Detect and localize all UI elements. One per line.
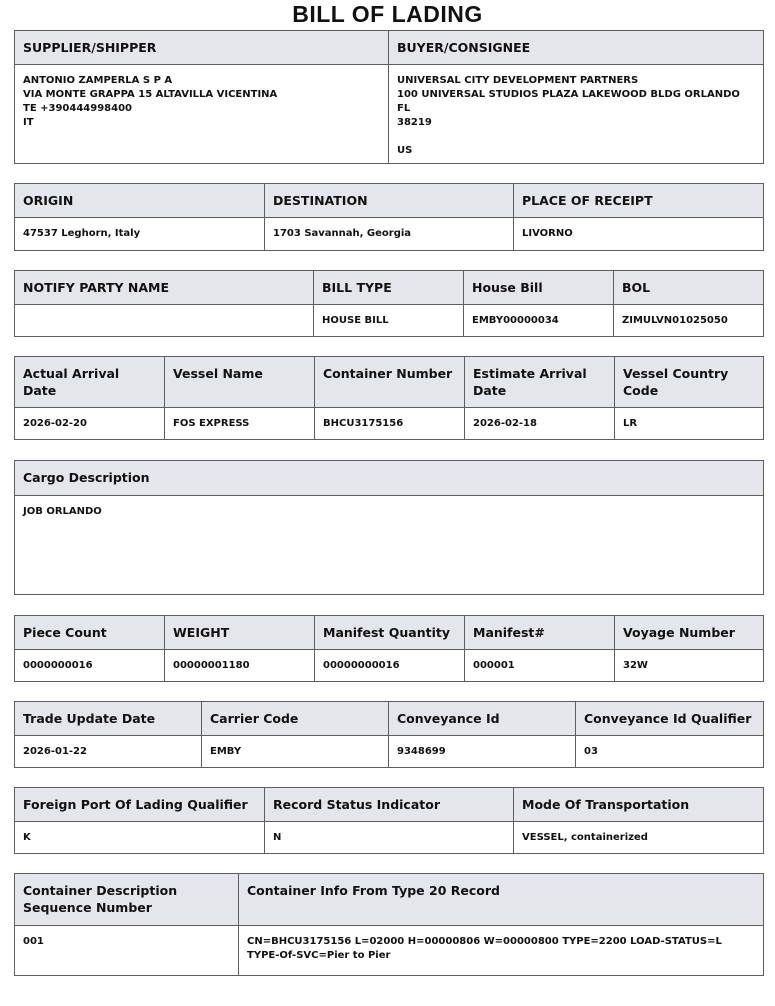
voyage-number-header: Voyage Number [615, 616, 764, 650]
record-status-indicator-value: N [265, 822, 514, 854]
origin-header: ORIGIN [15, 184, 265, 218]
weight-header: WEIGHT [165, 616, 315, 650]
mode-of-transportation-header: Mode Of Transportation [514, 788, 764, 822]
container-sequence-header: Container Description Sequence Number [15, 874, 239, 926]
piece-count-value: 0000000016 [15, 650, 165, 682]
transport-table [14, 787, 764, 854]
document-title: BILL OF LADING [292, 1, 483, 27]
bill-type-value: HOUSE BILL [314, 305, 464, 337]
quantity-table [14, 615, 764, 682]
buyer-line [397, 130, 755, 144]
supplier-address [15, 65, 389, 164]
place-of-receipt-value: LIVORNO [514, 218, 764, 251]
destination-value: 1703 Savannah, Georgia [265, 218, 514, 251]
container-sequence-value: 001 [15, 926, 239, 976]
weight-value: 00000001180 [165, 650, 315, 682]
foreign-port-qualifier-value: K [15, 822, 265, 854]
buyer-header: BUYER/CONSIGNEE [389, 31, 764, 65]
record-status-indicator-header: Record Status Indicator [265, 788, 514, 822]
route-table [14, 183, 764, 251]
vessel-name-value: FOS EXPRESS [165, 408, 315, 440]
buyer-line: US [397, 145, 413, 156]
manifest-number-value: 000001 [465, 650, 615, 682]
supplier-header: SUPPLIER/SHIPPER [15, 31, 389, 65]
manifest-quantity-value: 00000000016 [315, 650, 465, 682]
manifest-quantity-header: Manifest Quantity [315, 616, 465, 650]
supplier-line: VIA MONTE GRAPPA 15 ALTAVILLA VICENTINA [23, 89, 278, 100]
conveyance-id-header: Conveyance Id [389, 702, 576, 736]
voyage-number-value: 32W [615, 650, 764, 682]
container-info-header: Container Info From Type 20 Record [239, 874, 764, 926]
destination-header: DESTINATION [265, 184, 514, 218]
piece-count-header: Piece Count [15, 616, 165, 650]
actual-arrival-date-header: Actual Arrival Date [15, 357, 165, 408]
manifest-number-header: Manifest# [465, 616, 615, 650]
origin-value: 47537 Leghorn, Italy [15, 218, 265, 251]
supplier-line: TE +390444998400 [23, 103, 133, 114]
mode-of-transportation-value: VESSEL, containerized [514, 822, 764, 854]
cargo-description-header: Cargo Description [15, 461, 764, 496]
vessel-table [14, 356, 764, 440]
place-of-receipt-header: PLACE OF RECEIPT [514, 184, 764, 218]
cargo-table [14, 460, 764, 595]
cargo-description-value: JOB ORLANDO [15, 496, 764, 595]
conveyance-id-value: 9348699 [389, 736, 576, 768]
bol-header: BOL [614, 271, 764, 305]
trade-update-date-header: Trade Update Date [15, 702, 202, 736]
buyer-address [389, 65, 764, 164]
vessel-country-code-header: Vessel Country Code [615, 357, 764, 408]
carrier-table [14, 701, 764, 768]
parties-table [14, 30, 764, 164]
trade-update-date-value: 2026-01-22 [15, 736, 202, 768]
buyer-line: UNIVERSAL CITY DEVELOPMENT PARTNERS [397, 75, 639, 86]
bill-type-header: BILL TYPE [314, 271, 464, 305]
estimate-arrival-date-value: 2026-02-18 [465, 408, 615, 440]
foreign-port-qualifier-header: Foreign Port Of Lading Qualifier [15, 788, 265, 822]
container-number-header: Container Number [315, 357, 465, 408]
carrier-code-header: Carrier Code [202, 702, 389, 736]
bol-value: ZIMULVN01025050 [614, 305, 764, 337]
container-info-value: CN=BHCU3175156 L=02000 H=00000806 W=00000800 TYPE=2200 LOAD-STATUS=L TYPE-Of-SVC=Pier to Pier [239, 926, 764, 976]
container-number-value: BHCU3175156 [315, 408, 465, 440]
container-table [14, 873, 764, 976]
supplier-line: IT [23, 117, 34, 128]
estimate-arrival-date-header: Estimate Arrival Date [465, 357, 615, 408]
vessel-country-code-value: LR [615, 408, 764, 440]
carrier-code-value: EMBY [202, 736, 389, 768]
conveyance-id-qualifier-value: 03 [576, 736, 764, 768]
vessel-name-header: Vessel Name [165, 357, 315, 408]
supplier-line: ANTONIO ZAMPERLA S P A [23, 75, 173, 86]
house-bill-value: EMBY00000034 [464, 305, 614, 337]
notify-party-header: NOTIFY PARTY NAME [15, 271, 314, 305]
notify-party-value [15, 305, 314, 337]
conveyance-id-qualifier-header: Conveyance Id Qualifier [576, 702, 764, 736]
house-bill-header: House Bill [464, 271, 614, 305]
buyer-line: 100 UNIVERSAL STUDIOS PLAZA LAKEWOOD BLDG ORLANDO FL [397, 89, 740, 114]
actual-arrival-date-value: 2026-02-20 [15, 408, 165, 440]
bill-table [14, 270, 764, 337]
buyer-line: 38219 [397, 117, 432, 128]
